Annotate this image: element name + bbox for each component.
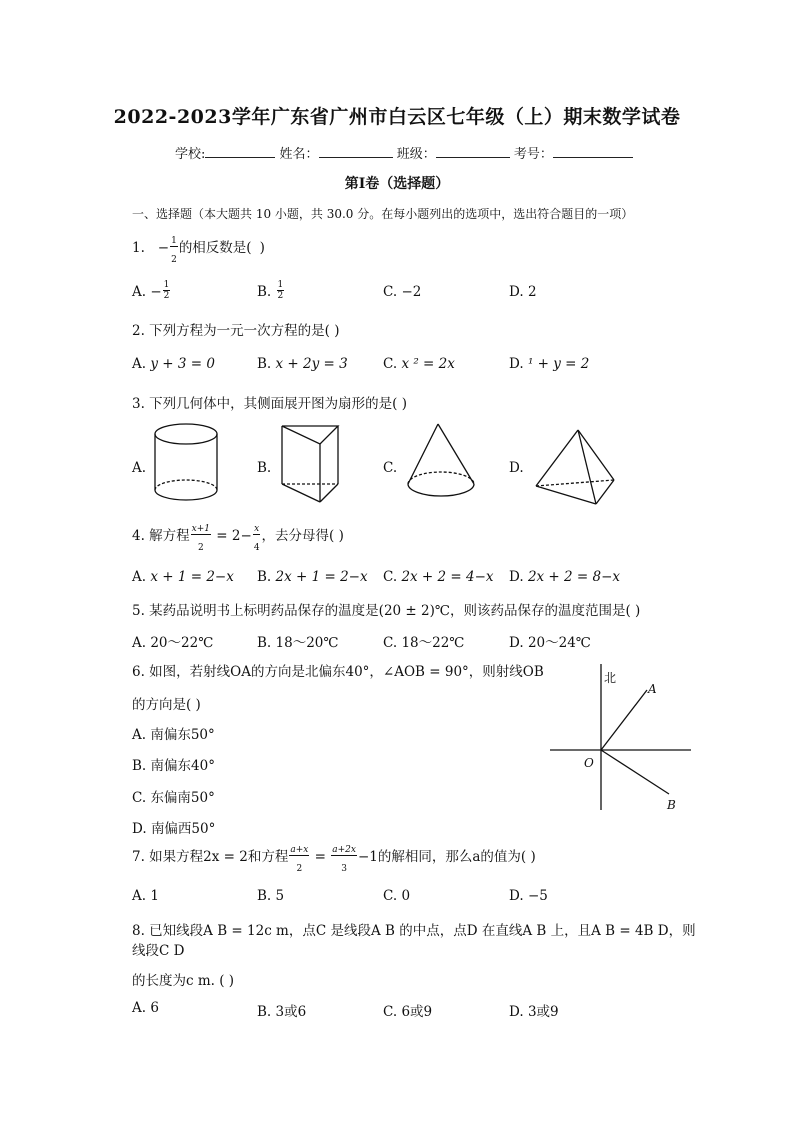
q3-option-b-label[interactable]: B. <box>257 460 272 476</box>
fraction-denominator: 2 <box>171 255 177 265</box>
option-value: 东偏南50° <box>150 790 215 806</box>
question-text: ，去分母得( ) <box>261 528 344 544</box>
fraction-denominator: 4 <box>253 543 260 553</box>
option-label: C. <box>383 888 398 904</box>
name-blank[interactable] <box>319 145 393 158</box>
q7-option-b[interactable] <box>257 888 284 904</box>
question-6-stem-line2: 的方向是( ) <box>132 697 201 713</box>
exam-no-blank[interactable] <box>553 145 633 158</box>
option-label: D. <box>509 635 524 651</box>
fraction-numerator: x <box>254 524 260 534</box>
option-value: 0 <box>401 888 411 904</box>
q1-option-b[interactable] <box>257 282 285 303</box>
option-value: x + 2y = 3 <box>275 356 348 372</box>
question-8-line2: 线段C D <box>132 943 185 959</box>
question-8-line1: 8. 已知线段A B = 12c m，点C 是线段A B 的中点，点D 在直线A B 上，且A B = 4B D，则 <box>132 923 696 939</box>
option-value: 18～22℃ <box>401 635 465 651</box>
ray-oa <box>601 690 647 750</box>
option-label: A. <box>132 356 147 372</box>
q8-option-a[interactable] <box>132 1000 159 1016</box>
q2-option-c[interactable] <box>383 356 455 372</box>
q1-option-d[interactable] <box>509 284 537 300</box>
fraction-denominator: 2 <box>197 543 204 553</box>
question-3-stem: 3. 下列几何体中，其侧面展开图为扇形的是( ) <box>132 396 407 412</box>
q4-option-a[interactable] <box>132 569 234 585</box>
question-5-stem: 5. 某药品说明书上标明药品保存的温度是(20 ± 2)℃，则该药品保存的温度范围是( ) <box>132 603 641 619</box>
option-label: D. <box>509 356 524 372</box>
name-label: 姓名： <box>279 147 319 162</box>
option-value: 南偏西50° <box>150 821 216 837</box>
option-label: D. <box>132 821 147 837</box>
triangular-prism-figure[interactable] <box>276 418 356 508</box>
option-value: x + 1 = 2−x <box>150 569 234 585</box>
q3-option-c-label[interactable]: C. <box>383 460 398 476</box>
option-label: A. <box>132 1000 147 1016</box>
option-value: 20～22℃ <box>150 635 214 651</box>
option-label: A. <box>132 569 147 585</box>
option-label: A. <box>132 635 147 651</box>
q8-option-b[interactable] <box>257 1000 306 1020</box>
q3-option-a-label[interactable]: A. <box>132 460 147 476</box>
option-value: −5 <box>527 888 548 904</box>
fraction-numerator: 1 <box>163 280 170 290</box>
question-text: −1的解相同，那么a的值为( ) <box>357 849 536 865</box>
question-text: 7. 如果方程2x = 2和方程 <box>132 849 289 865</box>
close-paren: ) <box>259 240 265 256</box>
option-label: B. <box>132 758 147 774</box>
fraction <box>191 524 211 553</box>
question-6-stem-line1: 6. 如图，若射线OA的方向是北偏东40°，∠AOB = 90°，则射线OB <box>132 664 544 680</box>
question-2-stem: 2. 下列方程为一元一次方程的是( ) <box>132 323 340 339</box>
option-label: C. <box>383 635 398 651</box>
option-value: 2x + 2 = 4−x <box>401 569 494 585</box>
option-label: D. <box>509 569 524 585</box>
option-value: 南偏东50° <box>150 727 215 743</box>
fraction-denominator: 2 <box>277 291 284 301</box>
question-text: 4. 解方程 <box>132 528 190 544</box>
option-label: C. <box>383 356 398 372</box>
question-text: 的相反数是( <box>178 240 252 256</box>
student-info-line <box>175 143 633 162</box>
fraction <box>253 524 261 553</box>
question-8-line3: 的长度为c m. ( ) <box>132 973 235 989</box>
option-value: 3或9 <box>527 1004 559 1020</box>
option-label: C. <box>132 790 147 806</box>
q5-option-b[interactable] <box>257 631 338 651</box>
fraction <box>277 280 285 301</box>
option-value: 6或9 <box>401 1004 433 1020</box>
option-label: B. <box>257 284 272 300</box>
q5-option-a[interactable] <box>132 631 213 651</box>
school-label: 学校: <box>175 147 206 162</box>
option-label: B. <box>257 1004 272 1020</box>
option-label: C. <box>383 569 398 585</box>
q2-option-b[interactable] <box>257 356 348 372</box>
option-label: B. <box>257 888 272 904</box>
question-number: 1. <box>132 240 145 256</box>
point-b-label: B <box>667 798 676 812</box>
fraction <box>163 280 171 301</box>
fraction-denominator: 2 <box>296 864 303 874</box>
q6-option-c[interactable] <box>132 786 215 806</box>
option-value: 2 <box>527 284 537 300</box>
minus-sign: − <box>150 284 162 300</box>
option-value: 南偏东40° <box>150 758 215 774</box>
option-label: D. <box>509 284 524 300</box>
q6-option-d[interactable] <box>132 817 215 837</box>
option-value: x ² = 2x <box>401 356 455 372</box>
option-value: 20～24℃ <box>527 635 591 651</box>
fraction-denominator: 3 <box>341 864 347 874</box>
option-label: C. <box>383 1004 398 1020</box>
option-label: B. <box>257 569 272 585</box>
point-a-label: A <box>648 682 657 696</box>
q7-option-a[interactable] <box>132 888 159 904</box>
option-label: B. <box>257 635 272 651</box>
q2-option-a[interactable] <box>132 356 215 372</box>
question-1-stem <box>132 236 265 265</box>
q6-option-b[interactable] <box>132 754 215 774</box>
q8-option-c[interactable] <box>383 1000 432 1020</box>
question-4-stem <box>132 524 344 553</box>
option-label: A. <box>132 888 147 904</box>
option-value: 6 <box>150 1000 159 1016</box>
q3-option-d-label[interactable]: D. <box>509 460 524 476</box>
fraction <box>331 845 357 874</box>
pyramid-figure[interactable] <box>530 424 620 504</box>
class-blank[interactable] <box>436 145 510 158</box>
option-value: 2x + 2 = 8−x <box>527 569 621 585</box>
minus-sign: − <box>157 240 170 256</box>
fraction-numerator: a+2x <box>332 845 356 855</box>
question-7-stem <box>132 845 536 874</box>
option-label: B. <box>257 356 272 372</box>
option-label: D. <box>509 1004 524 1020</box>
q1-option-a[interactable] <box>132 282 171 303</box>
option-value: y + 3 = 0 <box>150 356 215 372</box>
ray-ob <box>601 750 669 794</box>
option-value: 3或6 <box>275 1004 307 1020</box>
option-value: 5 <box>275 888 285 904</box>
fraction-numerator: x+1 <box>191 524 211 534</box>
fraction <box>289 845 309 874</box>
q7-option-c[interactable] <box>383 888 410 904</box>
equation-middle: = 2− <box>212 528 252 544</box>
option-value: 18～20℃ <box>275 635 339 651</box>
q7-option-d[interactable] <box>509 888 548 904</box>
option-value: 2x + 1 = 2−x <box>275 569 368 585</box>
option-label: A. <box>132 284 147 300</box>
q5-option-d[interactable] <box>509 631 591 651</box>
direction-figure <box>545 660 695 815</box>
q4-option-b[interactable] <box>257 569 368 585</box>
fraction-numerator: 1 <box>277 280 284 290</box>
option-value: ¹ + y = 2 <box>527 356 590 372</box>
school-blank[interactable] <box>205 145 275 158</box>
q6-option-a[interactable] <box>132 723 215 743</box>
option-value: 1 <box>150 888 159 904</box>
cone-figure[interactable] <box>404 420 484 510</box>
class-label: 班级： <box>396 147 436 162</box>
fraction-numerator: 1 <box>171 236 177 246</box>
q4-option-c[interactable] <box>383 569 494 585</box>
section-heading: 一、选择题（本大题共 10 小题，共 30.0 分。在每小题列出的选项中，选出符合题目的一项） <box>132 207 634 221</box>
fraction-numerator: a+x <box>290 845 309 855</box>
q4-option-d[interactable] <box>509 569 620 585</box>
fraction-denominator: 2 <box>163 291 170 301</box>
equation-middle: = <box>310 849 331 865</box>
q5-option-c[interactable] <box>383 631 464 651</box>
volume-heading: 第Ⅰ卷（选择题） <box>344 176 450 192</box>
exam-no-label: 考号： <box>513 147 553 162</box>
fraction <box>170 236 178 265</box>
option-label: A. <box>132 727 147 743</box>
option-value: −2 <box>401 284 422 300</box>
page-title: 2022-2023学年广东省广州市白云区七年级（上）期末数学试卷 <box>113 106 681 128</box>
north-label: 北 <box>604 671 617 685</box>
q8-option-d[interactable] <box>509 1000 559 1020</box>
option-label: C. <box>383 284 398 300</box>
option-label: D. <box>509 888 524 904</box>
point-o-label: O <box>584 756 594 770</box>
cylinder-figure[interactable] <box>150 420 230 510</box>
q2-option-d[interactable] <box>509 356 589 372</box>
q1-option-c[interactable] <box>383 284 421 300</box>
